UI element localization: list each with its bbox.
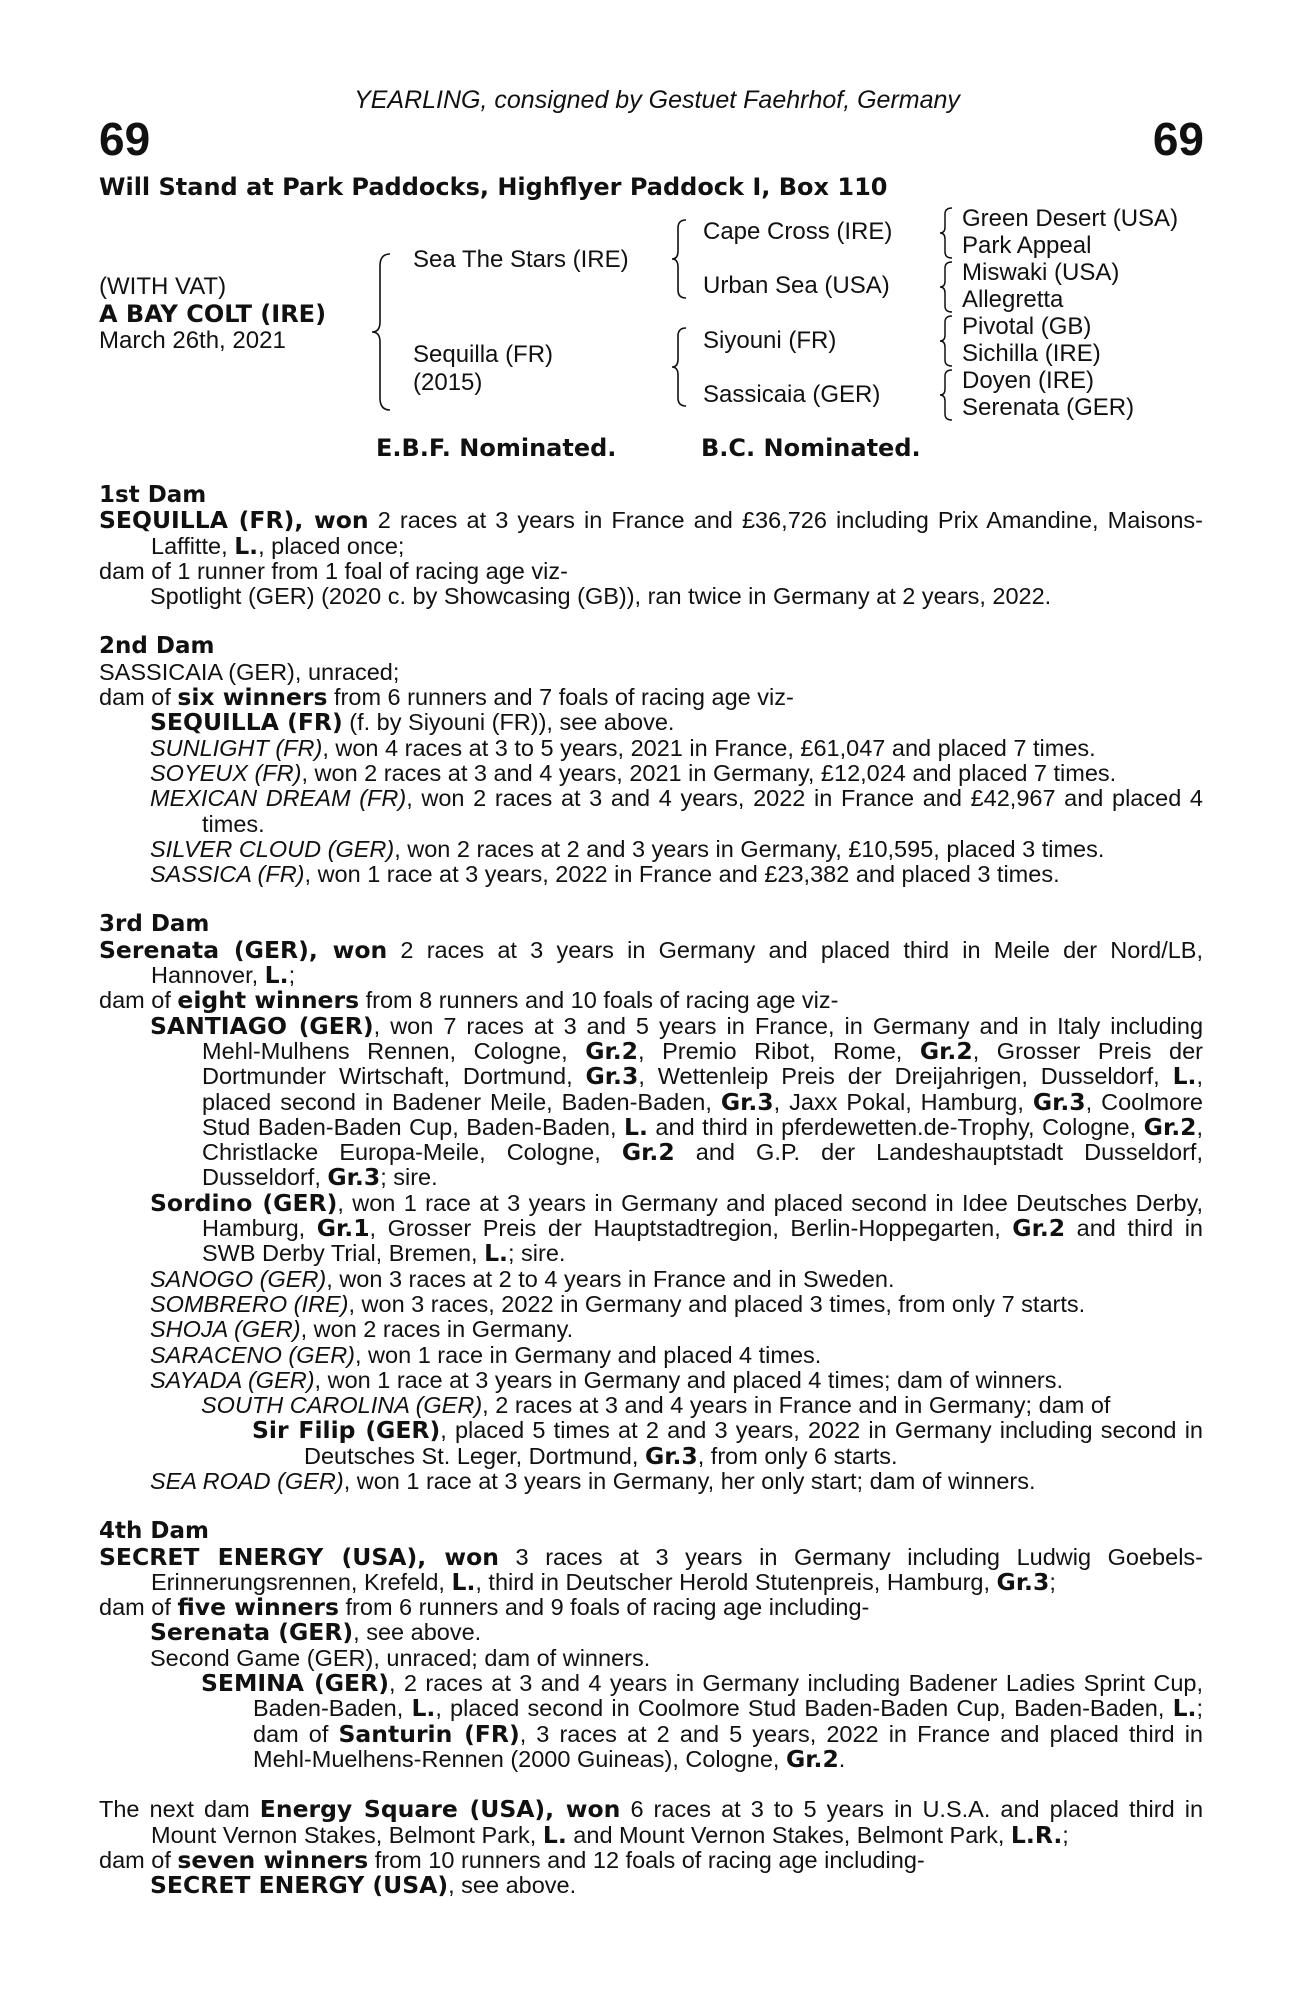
produce-entry: SECRET ENERGY (USA), see above. [150,1871,577,1900]
second-dam-section [99,634,1203,887]
brace-icon [670,326,690,408]
third-dam-section [99,912,1203,1494]
great-granddam-1: Park Appeal [962,232,1092,259]
lot-number-right: 69 [1152,113,1204,165]
first-dam-section [99,483,1203,609]
great-granddam-3: Sichilla (IRE) [962,340,1101,367]
foaling-date: March 26th, 2021 [99,327,286,354]
lot-number-left: 69 [99,113,151,165]
sire: Sea The Stars (IRE) [413,246,629,273]
consignment-header: YEARLING, consigned by Gestuet Faehrhof, Germany [354,86,960,114]
section-heading: 1st Dam [99,482,207,508]
produce-entry: Serenata (GER), see above. [150,1618,482,1647]
produce-entry: Second Game (GER), unraced; dam of winners. [150,1644,651,1671]
great-grandsire-2: Miswaki (USA) [962,259,1120,286]
dam-produce-summary: dam of seven winners from 10 runners and 12 foals of racing age including- [99,1845,925,1874]
dam-sire: Siyouni (FR) [703,327,837,354]
great-grandsire-4: Doyen (IRE) [962,367,1095,394]
section-heading: 3rd Dam [99,911,210,938]
produce-entry: MEXICAN DREAM (FR), won 2 races at 3 and 4 years, 2022 in France and £42,967 and placed 4 times. [150,785,1203,837]
brace-icon [938,368,956,422]
dam-produce-summary: dam of 1 runner from 1 foal of racing age viz- [99,557,568,584]
produce-entry: SHOJA (GER), won 2 races in Germany. [150,1316,574,1343]
produce-record [99,483,1203,1898]
section-heading: 2nd Dam [99,633,215,660]
next-dam-section [99,1797,1203,1898]
vat-note: (WITH VAT) [99,273,227,300]
dam-produce-summary: dam of eight winners from 8 runners and 10 foals of racing age viz- [99,986,839,1015]
stand-location: Will Stand at Park Paddocks, Highflyer Paddock I, Box 110 [99,173,888,201]
dam-produce-summary: dam of six winners from 6 runners and 7 foals of racing age viz- [99,683,794,712]
section-heading: 4th Dam [99,1518,209,1545]
produce-entry: SARACENO (GER), won 1 race in Germany and placed 4 times. [150,1341,822,1368]
great-granddam-4: Serenata (GER) [962,394,1135,421]
great-grandsire-1: Green Desert (USA) [962,205,1179,232]
sire-dam: Urban Sea (USA) [703,272,890,299]
brace-icon [938,206,956,260]
produce-entry: SOYEUX (FR), won 2 races at 3 and 4 years, 2021 in Germany, £12,024 and placed 7 times. [150,759,1117,786]
bc-nomination: B.C. Nominated. [701,434,921,462]
great-grandsire-3: Pivotal (GB) [962,313,1092,340]
produce-entry: Spotlight (GER) (2020 c. by Showcasing (GB)), ran twice in Germany at 2 years, 2022. [150,583,1052,610]
brace-icon [670,218,690,300]
produce-entry: SOUTH CAROLINA (GER), 2 races at 3 and 4 years in France and in Germany; dam of [201,1392,1111,1419]
dam: Sequilla (FR) [413,341,554,368]
produce-entry: SANTIAGO (GER), won 7 races at 3 and 5 years in France, in Germany and in Italy including Mehl-Mulhens Rennen, Cologne, Gr.2, Premio Ribot, Rome, Gr.2, Grosser Preis der Dortmunder Wirtschaft, Dortmund, Gr.3, Wettenleip Preis der Dreijahrigen, Dusseldorf, L., placed second in Badener Meile, Baden-Baden, Gr.3, Jaxx Pokal, Hamburg, Gr.3, Coolmore Stud Baden-Baden Cup, Baden-Baden, L. and third in pferdewetten.de-Trophy, Cologne, Gr.2, Christlacke Europa-Meile, Cologne, Gr.2 and G.P. der Landeshauptstadt Dusseldorf, Dusseldorf, Gr.3; sire. [150,1011,1204,1192]
produce-entry: SEMINA (GER), 2 races at 3 and 4 years in Germany including Badener Ladies Sprint Cup, Baden-Baden, L., placed second in Coolmore Stud Baden-Baden Cup, Baden-Baden, L.; dam of Santurin (FR), 3 races at 2 and 5 years, 2022 in France and placed third in Mehl-Muelhens-Rennen (2000 Guineas), Cologne, Gr.2. [201,1669,1204,1773]
produce-entry: SANOGO (GER), won 3 races at 2 to 4 years in France and in Sweden. [150,1265,895,1292]
sire-sire: Cape Cross (IRE) [703,218,893,245]
produce-entry: Sir Filip (GER), placed 5 times at 2 and 3 years, 2022 in Germany including second in Deutsches St. Leger, Dortmund, Gr.3, from only 6 starts. [252,1416,1203,1470]
fourth-dam-section [99,1519,1203,1772]
ebf-nomination: E.B.F. Nominated. [376,434,617,462]
produce-entry: SUNLIGHT (FR), won 4 races at 3 to 5 years, 2021 in France, £61,047 and placed 7 times. [150,734,1096,761]
horse-name: A BAY COLT (IRE) [99,300,327,328]
dam-year: (2015) [413,369,483,396]
produce-entry: SILVER CLOUD (GER), won 2 races at 2 and 3 years in Germany, £10,595, placed 3 times. [150,835,1105,862]
dam-record: SEQUILLA (FR), won 2 races at 3 years in France and £36,726 including Prix Amandine, Maisons-Laffitte, L., placed once; [99,506,1204,560]
produce-entry: SAYADA (GER), won 1 race at 3 years in Germany and placed 4 times; dam of winners. [150,1366,1063,1393]
brace-icon [938,314,956,368]
great-granddam-2: Allegretta [962,286,1064,313]
dam-record: SASSICAIA (GER), unraced; [99,658,400,685]
dam-record: Serenata (GER), won 2 races at 3 years in Germany and placed third in Meile der Nord/LB, Hannover, L.; [99,935,1203,990]
produce-entry: SOMBRERO (IRE), won 3 races, 2022 in Germany and placed 3 times, from only 7 starts. [150,1290,1086,1317]
dam-produce-summary: dam of five winners from 6 runners and 9 foals of racing age including- [99,1593,870,1622]
produce-entry: SEQUILLA (FR) (f. by Siyouni (FR)), see above. [150,708,675,737]
dam-record: SECRET ENERGY (USA), won 3 races at 3 years in Germany including Ludwig Goebels-Erinnerungsrennen, Krefeld, L., third in Deutscher Herold Stutenpreis, Hamburg, Gr.3; [99,1542,1203,1596]
produce-entry: SASSICA (FR), won 1 race at 3 years, 2022 in France and £23,382 and placed 3 times. [150,861,1060,888]
brace-icon [370,252,394,412]
produce-entry: SEA ROAD (GER), won 1 race at 3 years in Germany, her only start; dam of winners. [150,1467,1036,1494]
dam-record: The next dam Energy Square (USA), won 6 races at 3 to 5 years in U.S.A. and placed third in Mount Vernon Stakes, Belmont Park, L. and Mount Vernon Stakes, Belmont Park, L.R.; [99,1795,1204,1849]
dam-dam: Sassicaia (GER) [703,381,881,408]
produce-entry: Sordino (GER), won 1 race at 3 years in Germany and placed second in Idee Deutsches Derby, Hamburg, Gr.1, Grosser Preis der Hauptstadtregion, Berlin-Hoppegarten, Gr.2 and third in SWB Derby Trial, Bremen, L.; sire. [150,1188,1203,1268]
brace-icon [938,260,956,314]
